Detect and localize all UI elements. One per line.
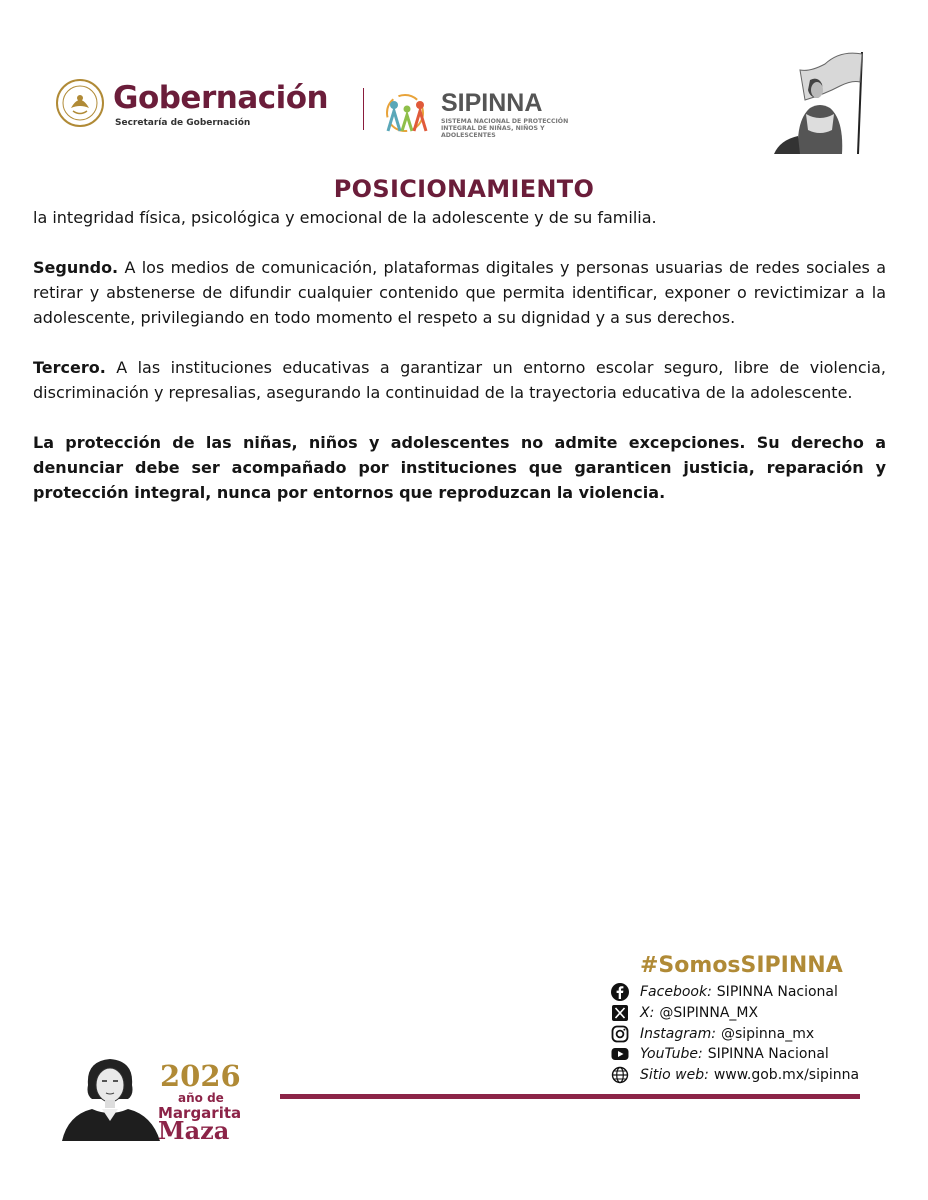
- year-name-last: Maza: [158, 1116, 230, 1145]
- paragraph-tercero-text: A las instituciones educativas a garantizar un entorno escolar seguro, libre de violencia, discriminación y represalias, asegurando la continuidad de la trayectoria educativa de la adolescente.: [33, 358, 886, 402]
- margarita-maza-portrait-illustration: [62, 1055, 160, 1141]
- social-website-value: www.gob.mx/sipinna: [713, 1067, 860, 1083]
- paragraph-closing: La protección de las niñas, niños y adolescentes no admite excepciones. Su derecho a denunciar debe ser acompañado por instituciones que garanticen justicia, reparación y protección integral, nunca por entornos que reproduzcan la violencia.: [33, 433, 886, 502]
- mexico-seal-icon: [55, 78, 105, 128]
- instagram-icon: [610, 1024, 630, 1044]
- document-body: [33, 205, 886, 530]
- sipinna-logo-title: SIPINNA: [441, 89, 543, 117]
- social-x-label: X:: [640, 1005, 655, 1021]
- paragraph-segundo-text: A los medios de comunicación, plataformas digitales y personas usuarias de redes sociales a retirar y abstenerse de difundir cualquier contenido que permita identificar, exponer o revictimizar a la adolescente, privilegiando en todo momento el respeto a su dignidad y a sus derechos.: [33, 258, 886, 327]
- facebook-icon: [610, 982, 630, 1002]
- globe-icon: [610, 1065, 630, 1085]
- social-youtube-label: YouTube:: [640, 1046, 703, 1062]
- social-x-value: @SIPINNA_MX: [659, 1005, 759, 1021]
- social-x[interactable]: [610, 1003, 758, 1023]
- year-ano-text: año de: [178, 1091, 224, 1105]
- sipinna-logo-subtitle: SISTEMA NACIONAL DE PROTECCIÓN INTEGRAL DE NIÑAS, NIÑOS Y ADOLESCENTES: [441, 118, 569, 139]
- social-youtube[interactable]: [610, 1044, 829, 1064]
- gobernacion-logo-subtitle: Secretaría de Gobernación: [115, 118, 251, 128]
- hashtag: #SomosSIPINNA: [640, 953, 843, 978]
- header-divider: [363, 88, 364, 130]
- x-icon: [610, 1003, 630, 1023]
- social-facebook-label: Facebook:: [640, 984, 712, 1000]
- social-youtube-value: SIPINNA Nacional: [707, 1046, 829, 1062]
- social-instagram-value: @sipinna_mx: [720, 1026, 815, 1042]
- social-facebook[interactable]: [610, 982, 838, 1002]
- social-instagram-label: Instagram:: [640, 1026, 716, 1042]
- footer-divider-line: [280, 1094, 860, 1099]
- sipinna-logo-icon: [382, 91, 432, 137]
- youtube-icon: [610, 1044, 630, 1064]
- paragraph-tercero-label: Tercero.: [33, 358, 106, 377]
- paragraph-segundo: [33, 255, 886, 330]
- paragraph-tercero: [33, 355, 886, 405]
- social-website-label: Sitio web:: [640, 1067, 709, 1083]
- gobernacion-logo-title: Gobernación: [113, 80, 329, 116]
- paragraph-intro: la integridad física, psicológica y emocional de la adolescente y de su familia.: [33, 208, 657, 227]
- document-title: POSICIONAMIENTO: [333, 175, 595, 203]
- social-facebook-value: SIPINNA Nacional: [716, 984, 838, 1000]
- woman-with-flag-illustration: [770, 50, 870, 156]
- year-number: 2026: [160, 1059, 241, 1093]
- social-website[interactable]: [610, 1065, 859, 1085]
- paragraph-segundo-label: Segundo.: [33, 258, 119, 277]
- social-instagram[interactable]: [610, 1024, 814, 1044]
- year-name-first: Margarita: [158, 1104, 242, 1122]
